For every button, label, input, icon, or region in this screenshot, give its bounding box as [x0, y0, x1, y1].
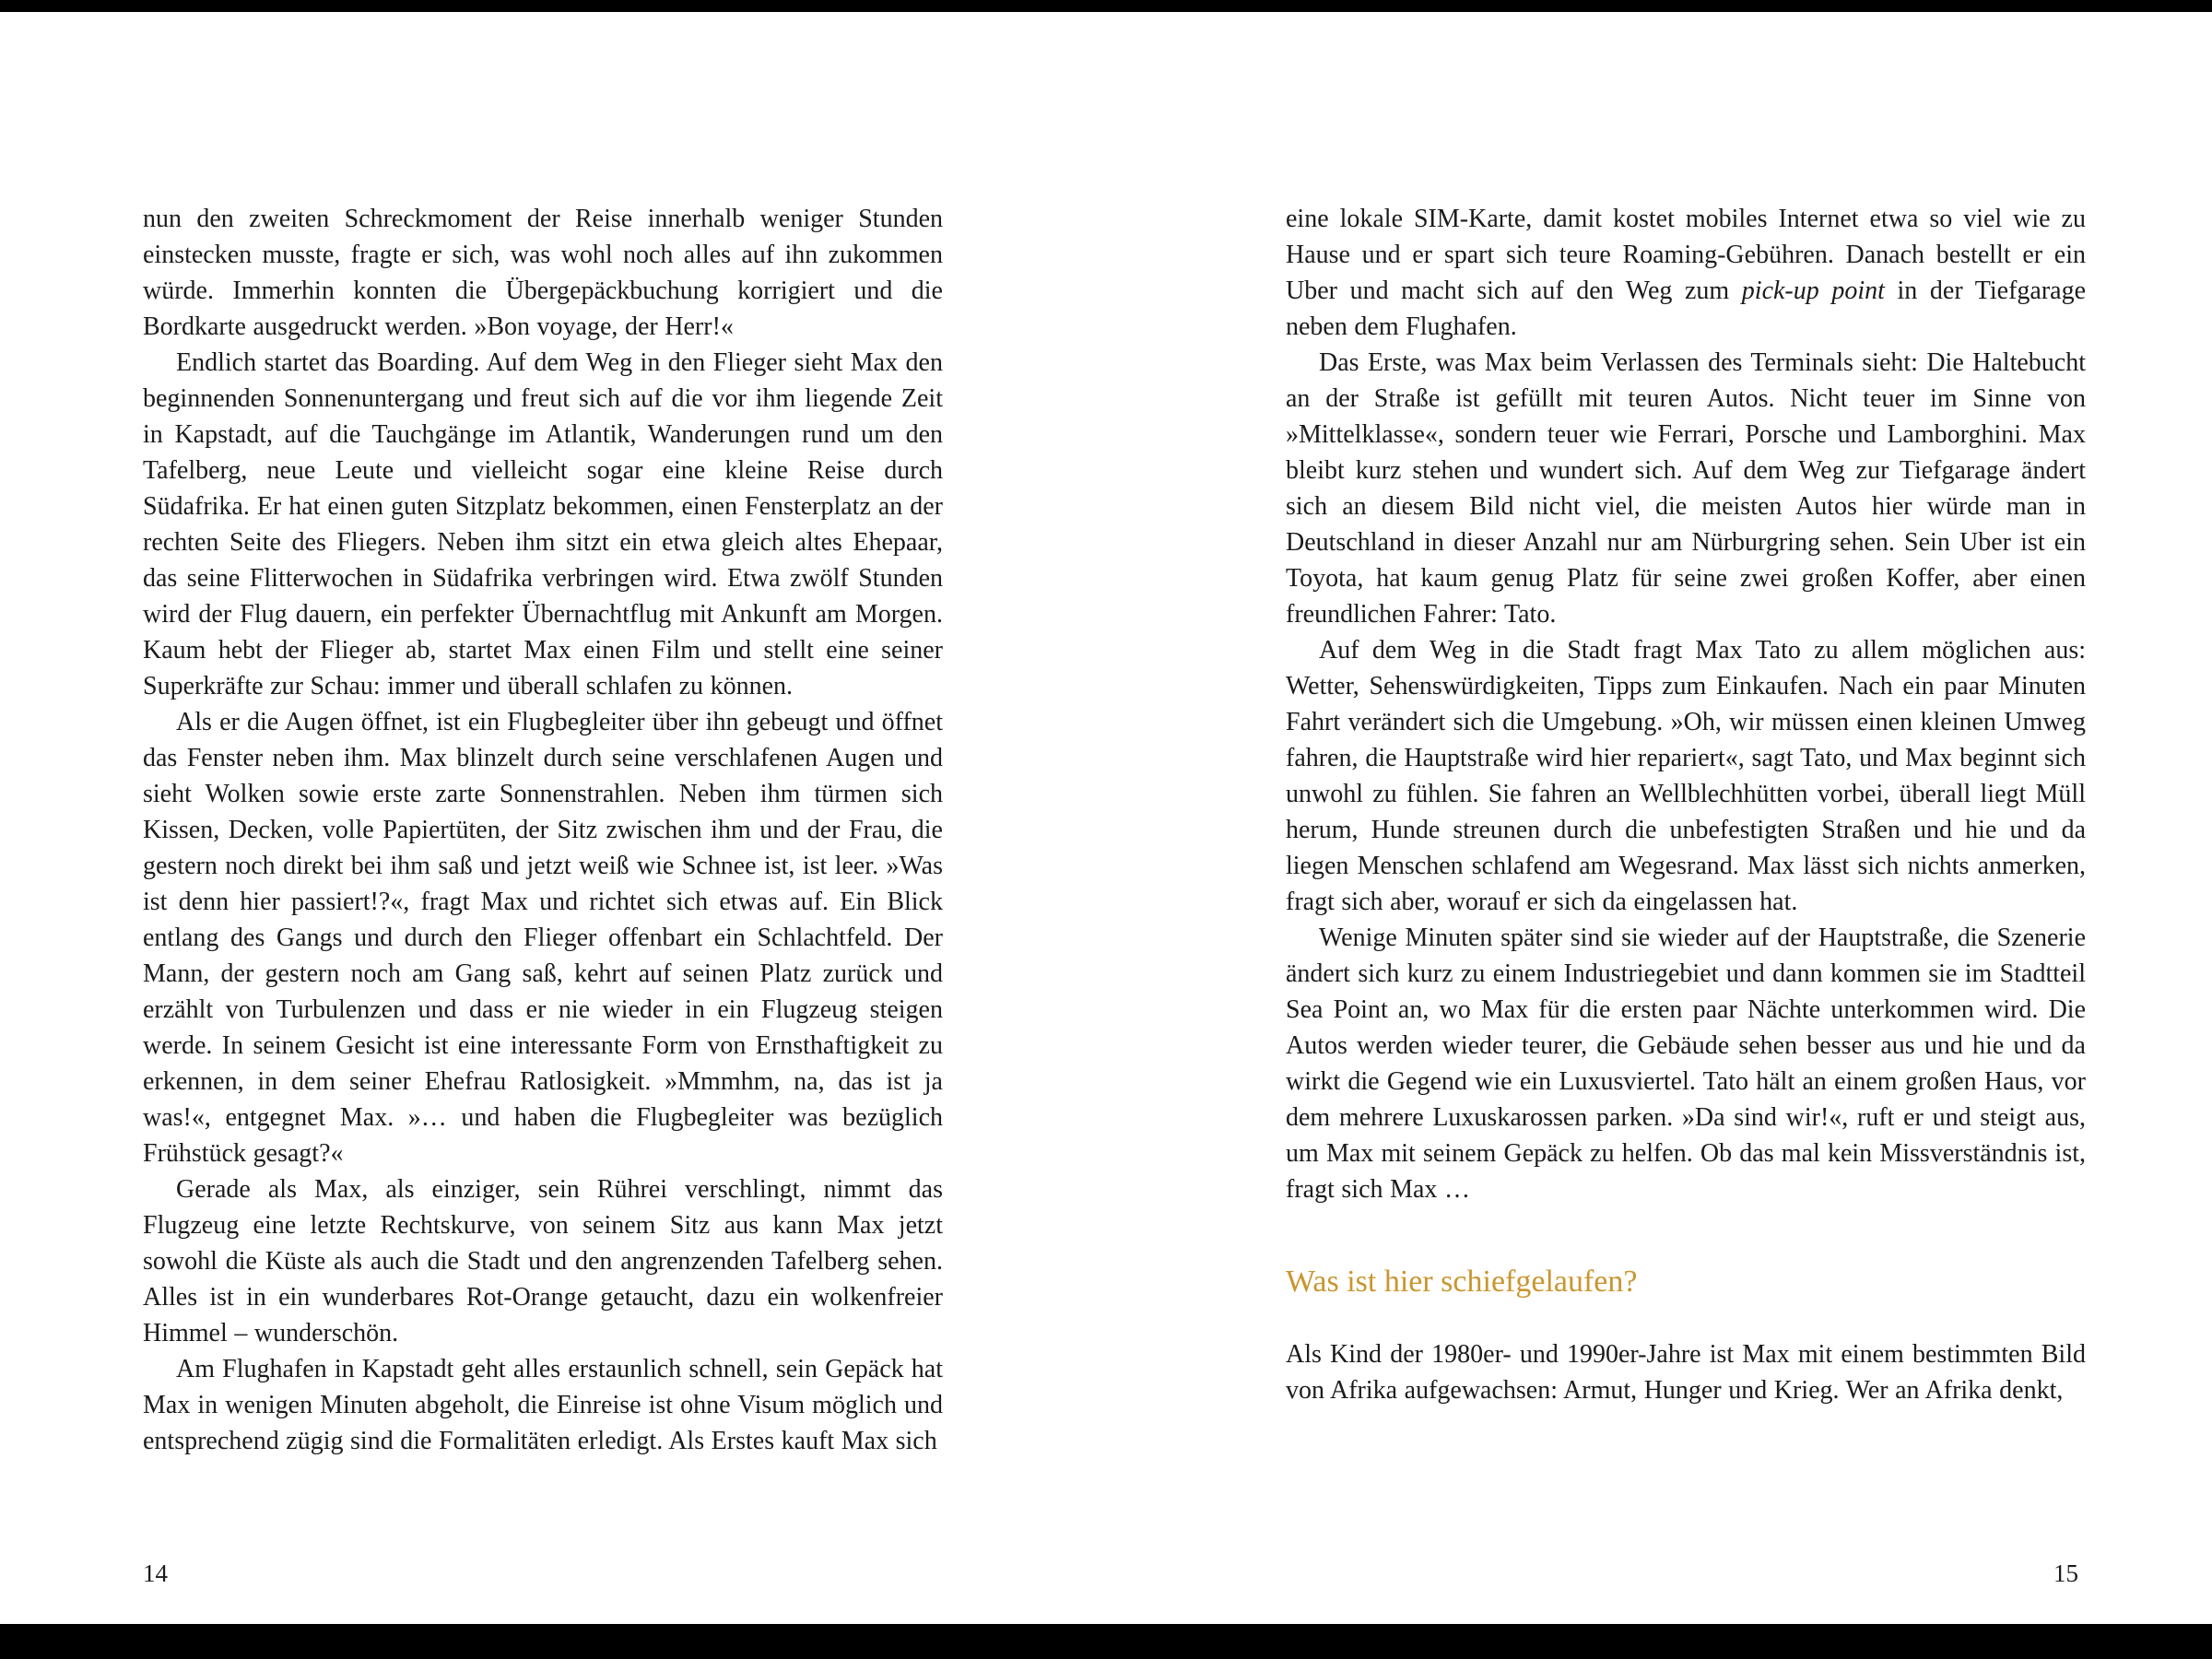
text-run: Gerade als Max, als einziger, sein Rührei verschlingt, nimmt das Flugzeug eine letzte Rechtskurve, von seinem Sitz aus kann Max jetzt sowohl die Küste als auch die Stadt und den angrenzenden Tafelberg sehen. Alles ist in ein wunderbares Rot-Orange getaucht, dazu ein wolkenfreier Himmel – wunderschön.	[143, 1175, 943, 1347]
right-page-paragraphs	[1286, 201, 2086, 1207]
paragraph	[143, 201, 943, 345]
right-page-body	[1286, 201, 2086, 1408]
scan-edge-bottom	[0, 1624, 2212, 1659]
page-number-right: 15	[2053, 1559, 2078, 1587]
italic-text: pick-up point	[1741, 276, 1885, 305]
paragraph	[143, 345, 943, 704]
left-page-paragraphs	[143, 201, 943, 1459]
paragraph	[1286, 920, 2086, 1207]
text-run: in der Tiefgarage neben dem Flughafen.	[1286, 276, 2087, 341]
paragraph	[1286, 1336, 2086, 1408]
scan-edge-top	[0, 0, 2212, 12]
section-heading: Was ist hier schiefgelaufen?	[1286, 1265, 1638, 1299]
paragraph	[1286, 345, 2086, 632]
paragraph	[1286, 632, 2086, 920]
text-run: Als Kind der 1980er- und 1990er-Jahre ist Max mit einem bestimmten Bild von Afrika aufgewachsen: Armut, Hunger und Krieg. Wer an Afrika denkt,	[1286, 1340, 2086, 1405]
right-page-after-heading-paragraphs	[1286, 1336, 2086, 1408]
page-number-left: 14	[143, 1559, 168, 1587]
paragraph	[143, 1171, 943, 1351]
paragraph	[1286, 201, 2086, 345]
paragraph	[143, 704, 943, 1171]
text-run: nun den zweiten Schreckmoment der Reise innerhalb weniger Stunden einstecken musste, fragte er sich, was wohl noch alles auf ihn zukommen würde. Immerhin konnten die Übergepäckbuchung korrigiert und die Bordkarte ausgedruckt werden. »Bon voyage, der Herr!«	[143, 205, 943, 341]
text-run: Das Erste, was Max beim Verlassen des Terminals sieht: Die Haltebucht an der Straße ist gefüllt mit teuren Autos. Nicht teuer im Sinne von »Mittelklasse«, sondern teuer wie Ferrari, Porsche und Lamborghini. Max bleibt kurz stehen und wundert sich. Auf dem Weg zur Tiefgarage ändert sich an diesem Bild nicht viel, die meisten Autos hier würde man in Deutschland in dieser Anzahl nur am Nürburgring sehen. Sein Uber ist ein Toyota, hat kaum genug Platz für seine zwei großen Koffer, aber einen freundlichen Fahrer: Tato.	[1286, 348, 2086, 629]
text-run: Wenige Minuten später sind sie wieder auf der Hauptstraße, die Szenerie ändert sich kurz zu einem Industriegebiet und dann kommen sie im Stadtteil Sea Point an, wo Max für die ersten paar Nächte unterkommen wird. Die Autos werden wieder teurer, die Gebäude sehen besser aus und hie und da wirkt die Gegend wie ein Luxusviertel. Tato hält an einem großen Haus, vor dem mehrere Luxuskarossen parken. »Da sind wir!«, ruft er und steigt aus, um Max mit seinem Gepäck zu helfen. Ob das mal kein Missverständnis ist, fragt sich Max …	[1286, 924, 2086, 1204]
text-run: Endlich startet das Boarding. Auf dem Weg in den Flieger sieht Max den beginnenden Sonnenuntergang und freut sich auf die vor ihm liegende Zeit in Kapstadt, auf die Tauchgänge im Atlantik, Wanderungen rund um den Tafelberg, neue Leute und vielleicht sogar eine kleine Reise durch Südafrika. Er hat einen guten Sitzplatz bekommen, einen Fensterplatz an der rechten Seite des Fliegers. Neben ihm sitzt ein etwa gleich altes Ehepaar, das seine Flitterwochen in Südafrika verbringen wird. Etwa zwölf Stunden wird der Flug dauern, ein perfekter Übernachtflug mit Ankunft am Morgen. Kaum hebt der Flieger ab, startet Max einen Film und stellt eine seiner Superkräfte zur Schau: immer und überall schlafen zu können.	[143, 348, 943, 700]
text-run: Auf dem Weg in die Stadt fragt Max Tato zu allem möglichen aus: Wetter, Sehenswürdigkeiten, Tipps zum Einkaufen. Nach ein paar Minuten Fahrt verändert sich die Umgebung. »Oh, wir müssen einen kleinen Umweg fahren, die Hauptstraße wird hier repariert«, sagt Tato, und Max beginnt sich unwohl zu fühlen. Sie fahren an Wellblechhütten vorbei, überall liegt Müll herum, Hunde streunen durch die unbefestigten Straßen und hie und da liegen Menschen schlafend am Wegesrand. Max lässt sich nichts anmerken, fragt sich aber, worauf er sich da eingelassen hat.	[1286, 636, 2086, 916]
text-run: eine lokale SIM-Karte, damit kostet mobiles Internet etwa so viel wie zu Hause und er spart sich teure Roaming-Gebühren. Danach bestellt er ein Uber und macht sich auf den Weg zum	[1286, 205, 2086, 305]
text-run: Am Flughafen in Kapstadt geht alles erstaunlich schnell, sein Gepäck hat Max in wenigen Minuten abgeholt, die Einreise ist ohne Visum möglich und entsprechend zügig sind die Formalitäten erledigt. Als Erstes kauft Max sich	[143, 1355, 943, 1455]
paragraph	[143, 1351, 943, 1459]
left-page-body	[143, 201, 943, 1459]
text-run: Als er die Augen öffnet, ist ein Flugbegleiter über ihn gebeugt und öffnet das Fenster neben ihm. Max blinzelt durch seine verschlafenen Augen und sieht Wolken sowie erste zarte Sonnenstrahlen. Neben ihm türmen sich Kissen, Decken, volle Papiertüten, der Sitz zwischen ihm und der Frau, die gestern noch direkt bei ihm saß und jetzt weiß wie Schnee ist, ist leer. »Was ist denn hier passiert!?«, fragt Max und richtet sich etwas auf. Ein Blick entlang des Gangs und durch den Flieger offenbart ein Schlachtfeld. Der Mann, der gestern noch am Gang saß, kehrt auf seinen Platz zurück und erzählt von Turbulenzen und dass er nie wieder in ein Flugzeug steigen werde. In seinem Gesicht ist eine interessante Form von Ernsthaftigkeit zu erkennen, in dem seiner Ehefrau Ratlosigkeit. »Mmmhm, na, das ist ja was!«, entgegnet Max. »… und haben die Flugbegleiter was bezüglich Frühstück gesagt?«	[143, 708, 943, 1168]
